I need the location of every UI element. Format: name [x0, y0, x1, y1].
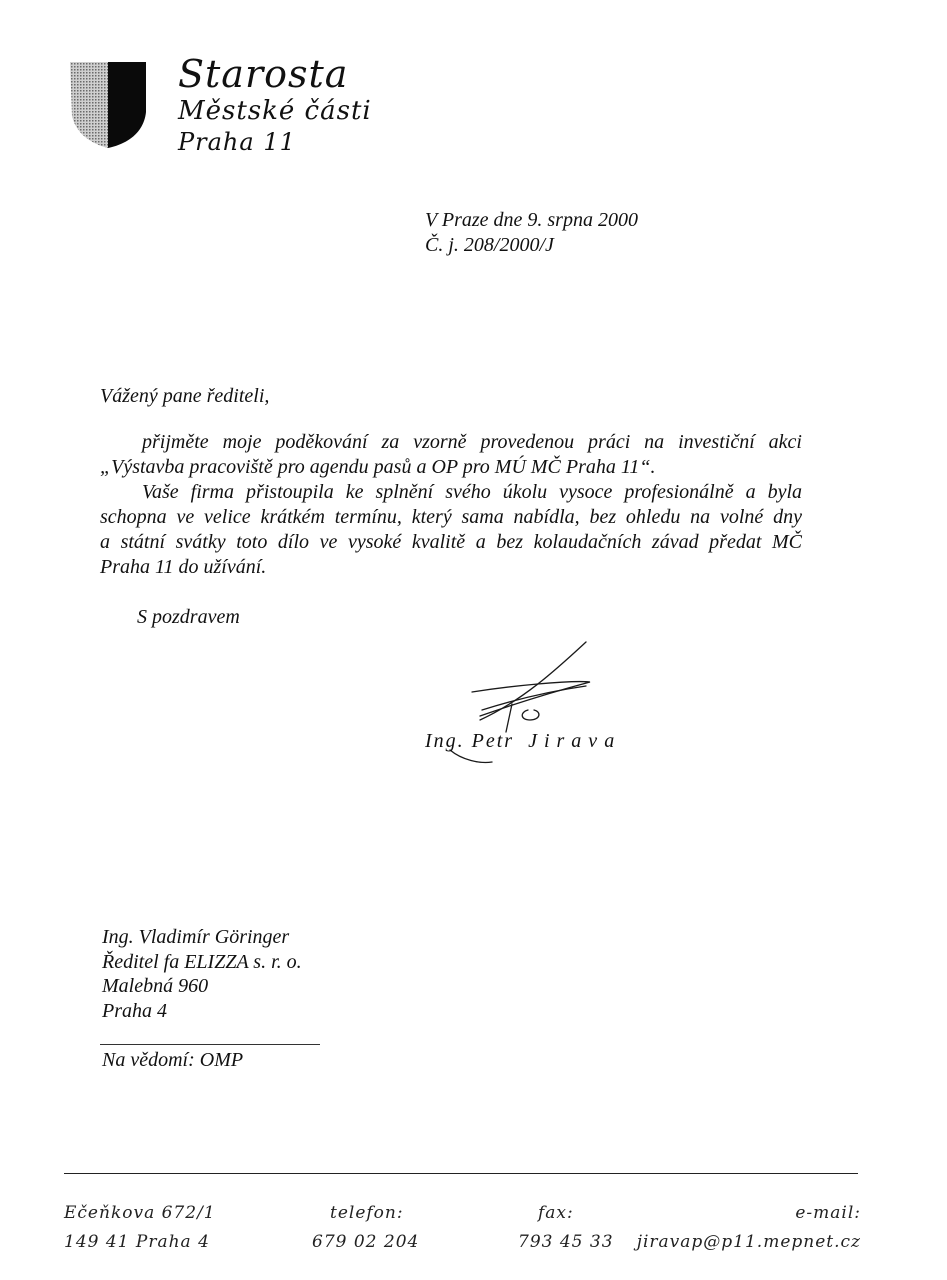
paragraph-2-line-1: Vaše firma přistoupila ke splnění svého úkolu vysoce profesionálně a byla — [142, 481, 802, 503]
footer-email: jiravap@p11.mepnet.cz — [636, 1232, 861, 1252]
closing: S pozdravem — [137, 606, 240, 628]
signer-name — [425, 729, 621, 753]
salutation: Vážený pane řediteli, — [100, 385, 270, 407]
footer-city: 149 41 Praha 4 — [64, 1232, 210, 1252]
footer-phone: 679 02 204 — [312, 1232, 420, 1252]
reference-number: Č. j. 208/2000/J — [425, 234, 554, 256]
coat-of-arms-icon — [68, 60, 148, 152]
carbon-copy-note: Na vědomí: OMP — [102, 1049, 244, 1071]
address-divider — [100, 1044, 320, 1045]
paragraph-2-line-2: schopna ve velice krátkém termínu, který sama nabídla, bez ohledu na volné dny — [100, 506, 802, 528]
paragraph-2-line-4: Praha 11 do užívání. — [100, 556, 267, 578]
letterhead-title: Starosta — [178, 52, 349, 96]
recipient-name: Ing. Vladimír Göringer — [102, 926, 290, 948]
footer-fax: 793 45 33 — [518, 1232, 614, 1252]
letterhead-city: Praha 11 — [178, 128, 296, 156]
recipient-role: Ředitel fa ELIZZA s. r. o. — [102, 951, 302, 973]
signer-surname: Jirava — [528, 730, 622, 752]
footer-phone-label: telefon: — [330, 1203, 404, 1223]
signer-first-name: Ing. Petr — [425, 730, 515, 752]
footer-email-label: e-mail: — [795, 1203, 861, 1223]
footer-divider — [64, 1173, 858, 1174]
paragraph-2-line-3: a státní svátky toto dílo ve vysoké kvalitě a bez kolaudačních závad předat MČ — [100, 531, 802, 553]
recipient-city: Praha 4 — [102, 1000, 167, 1022]
letter-date: V Praze dne 9. srpna 2000 — [425, 209, 638, 231]
footer-street: Ečeňkova 672/1 — [64, 1203, 216, 1223]
recipient-street: Malebná 960 — [102, 975, 209, 997]
paragraph-1-line-1: přijměte moje poděkování za vzorně provedenou práci na investiční akci — [142, 431, 802, 453]
paragraph-1-line-2: „Výstavba pracoviště pro agendu pasů a OP pro MÚ MČ Praha 11“. — [100, 456, 656, 478]
letterhead-subtitle: Městské části — [178, 96, 372, 126]
footer-fax-label: fax: — [538, 1203, 574, 1223]
